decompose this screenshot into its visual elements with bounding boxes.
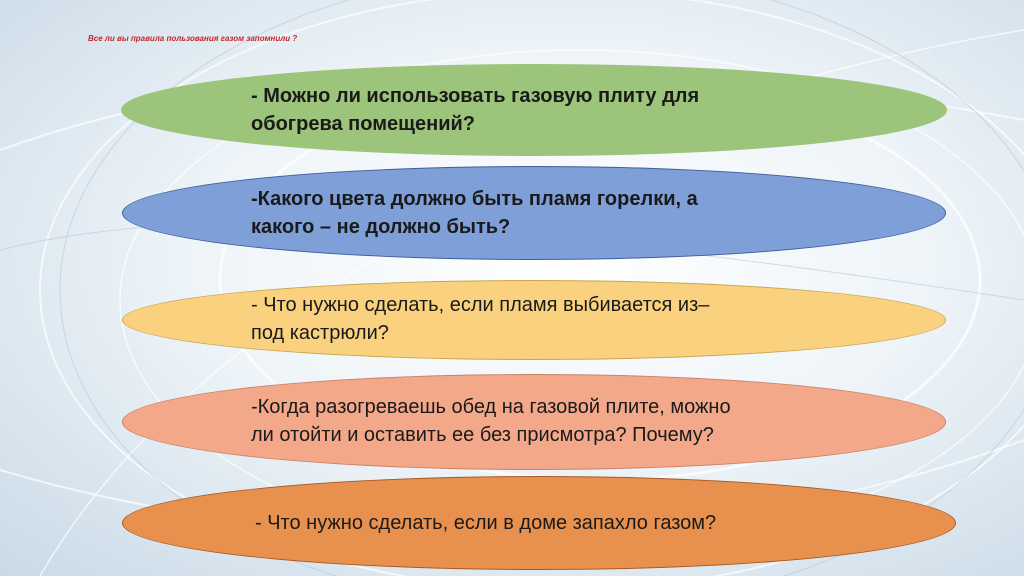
question-ellipse-5: [122, 476, 956, 570]
question-2-line-2: какого – не должно быть?: [251, 216, 511, 238]
question-1-line-1: - Можно ли использовать газовую плиту для: [251, 85, 700, 107]
question-ellipse-2: [122, 166, 946, 260]
question-5-line-1: - Что нужно сделать, если в доме запахло газом?: [255, 512, 717, 534]
question-ellipse-4: [122, 374, 946, 470]
question-ellipse-3: [122, 280, 946, 360]
question-4-line-1: -Когда разогреваешь обед на газовой плите, можно: [251, 396, 731, 418]
question-3-line-2: под кастрюли?: [251, 322, 389, 344]
question-2-line-1: -Какого цвета должно быть пламя горелки, а: [251, 188, 698, 210]
question-1-line-2: обогрева помещений?: [251, 113, 476, 135]
slide-title: Все ли вы правила пользования газом запомнили ?: [88, 34, 298, 43]
question-3-line-1: - Что нужно сделать, если пламя выбивается из–: [251, 294, 710, 316]
question-4-line-2: ли отойти и оставить ее без присмотра? Почему?: [251, 424, 714, 446]
question-ellipse-1: [121, 64, 947, 156]
